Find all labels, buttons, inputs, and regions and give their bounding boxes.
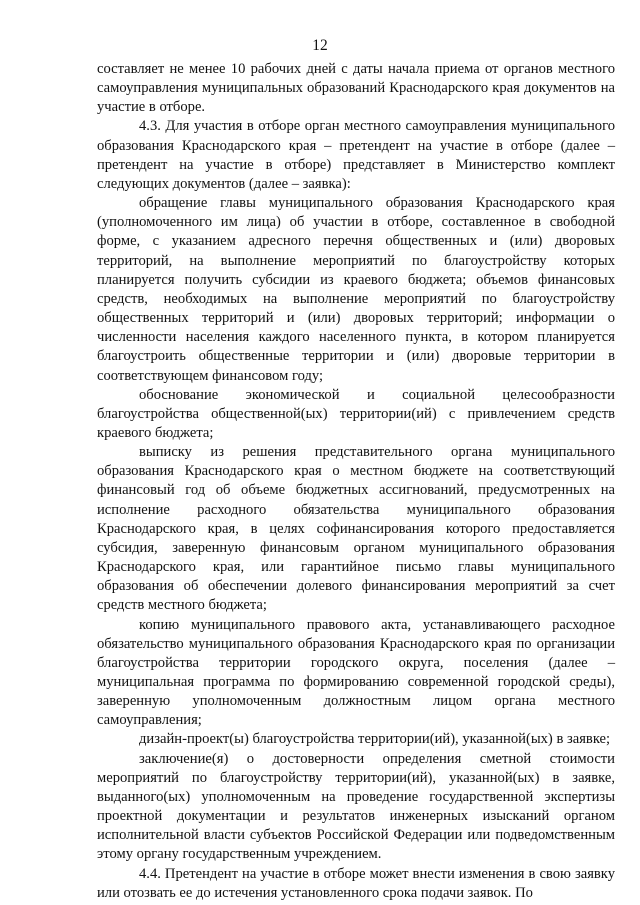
paragraph-justification: обоснование экономической и социальной целесообразности благоустройства общественной(ых) территории(ий) с привлечением средств краевого бюджета; bbox=[97, 386, 615, 441]
paragraph-expert-conclusion: заключение(я) о достоверности определения сметной стоимости мероприятий по благоустройству территории(ий), указанной(ых) в заявке, выданного(ых) уполномоченным на проведение государственной экспертизы проектной документации и результатов инженерных изысканий органом исполнительной власти субъектов Российской Федерации или подведомственным этому органу государственным учреждением. bbox=[97, 750, 615, 863]
page-number: 12 bbox=[312, 37, 328, 54]
paragraph-continuation: составляет не менее 10 рабочих дней с даты начала приема от органов местного самоуправления муниципальных образований Краснодарского края документов на участие в отборе. bbox=[97, 61, 615, 116]
paragraph-design-project: дизайн-проект(ы) благоустройства территории(ий), указанной(ых) в заявке; bbox=[139, 731, 611, 748]
paragraph-legal-act-copy: копию муниципального правового акта, устанавливающего расходное обязательство муниципального образования Краснодарского края по организации благоустройства территории городского округа, поселения (далее – муниципальная программа по формированию современной городской среды), заверенную уполномоченным должностным лицом органа местного самоуправления; bbox=[97, 616, 615, 729]
paragraph-budget-extract: выписку из решения представительного органа муниципального образования Краснодарского края о местном бюджете на соответствующий финансовый год об объеме бюджетных ассигнований, предусмотренных на исполнение расходного обязательства муниципального образования Краснодарского края, в целях софинансирования которого предоставляется субсидия, заверенную финансовым органом муниципального образования Краснодарского края, или гарантийное письмо главы муниципального образования об обеспечении долевого финансирования мероприятий за счет средств местного бюджета; bbox=[97, 444, 615, 614]
document-body bbox=[97, 60, 615, 903]
paragraph-appeal: обращение главы муниципального образования Краснодарского края (уполномоченного им лица) об участии в отборе, составленное в свободной форме, с указанием адресного перечня общественных и (или) дворовых территорий, на выполнение мероприятий по благоустройству которых планируется получить субсидии из краевого бюджета; объемов финансовых средств, необходимых на выполнение мероприятий по благоустройству общественных территорий и (или) дворовых территорий; информации о численности населения каждого населенного пункта, в котором планируется благоустроить общественные территории и (или) дворовые территории в соответствующем финансовом году; bbox=[97, 195, 615, 384]
paragraph-clause-4-3: 4.3. Для участия в отборе орган местного самоуправления муниципального образования Краснодарского края – претендент на участие в отборе (далее – претендент на участие в отборе) представляет в Министерство комплект следующих документов (далее – заявка): bbox=[97, 118, 615, 192]
paragraph-clause-4-4: 4.4. Претендент на участие в отборе может внести изменения в свою заявку или отозвать ее до истечения установленного срока подачи заявок. По bbox=[97, 865, 615, 901]
